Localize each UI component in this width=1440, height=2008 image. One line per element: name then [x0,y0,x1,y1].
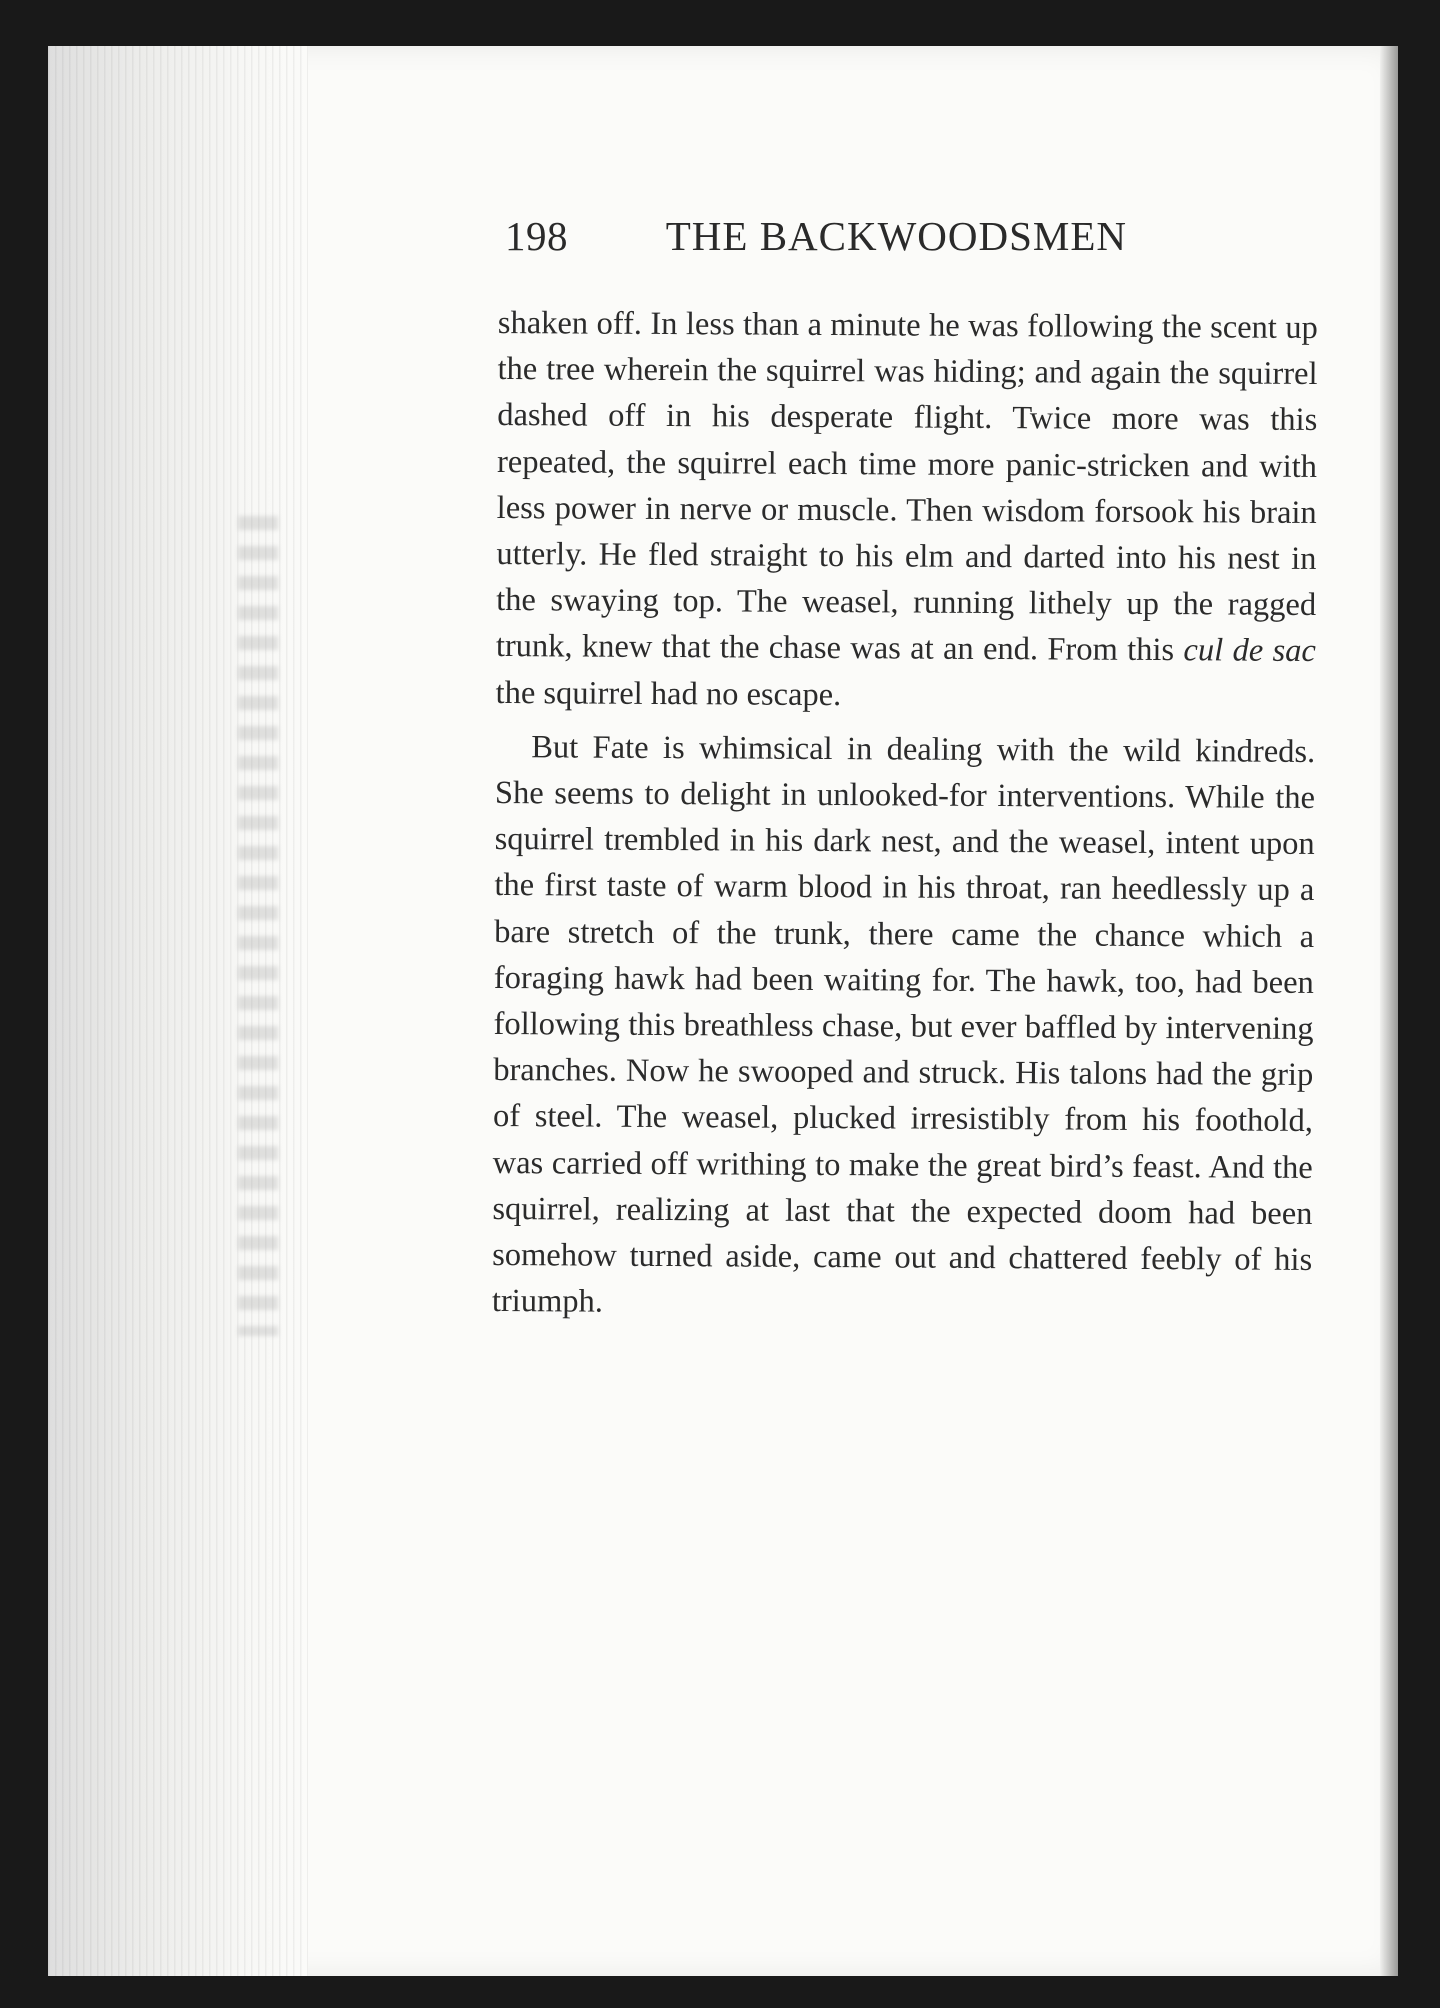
paragraph-2-text: But Fate is whimsical in dealing with the wild kindreds. She seems to delight in unlooked-for interventions. While the squirrel trembled in his dark nest, and the weasel, intent upon the first taste of warm blood in his throat, ran heedlessly up a bare stretch of the trunk, there came the chance which a foraging hawk had been waiting for. The hawk, too, had been following this breathless chase, but ever baffled by intervening branches. Now he swooped and struck. His talons had the grip of steel. The weasel, plucked irresistibly from his foothold, was carried off writhing to make the great bird’s feast. And the squirrel, realizing at last that the expected doom had been somehow turned aside, came out and chattered feebly of his triumph. [491,729,1316,1320]
body-text [492,300,1318,1329]
paragraph-2 [492,724,1316,1330]
paragraph-1-text-b: the squirrel had no escape. [495,674,842,713]
paragraph-1-text-a: shaken off. In less than a minute he was following the scent up the tree wherein the squirrel was hiding; and again the squirrel dashed off in his desperate flight. Twice more was this repeated, the squirrel each time more panic-stricken and with less power in nerve or muscle. Then wisdom forsook his brain utterly. He fled straight to his elm and darted into his nest in the swaying top. The weasel, running lithely up the ragged trunk, knew that the chase was at an end. From this [495,304,1318,669]
italic-phrase-cul-de-sac: cul de sac [1183,632,1316,670]
paragraph-1 [495,300,1318,721]
right-gutter-shadow [1380,46,1398,1976]
running-head [505,212,1165,260]
running-title: THE BACKWOODSMEN [665,213,1128,259]
page-number: 198 [505,213,568,259]
bleed-through-marks [238,516,278,1336]
